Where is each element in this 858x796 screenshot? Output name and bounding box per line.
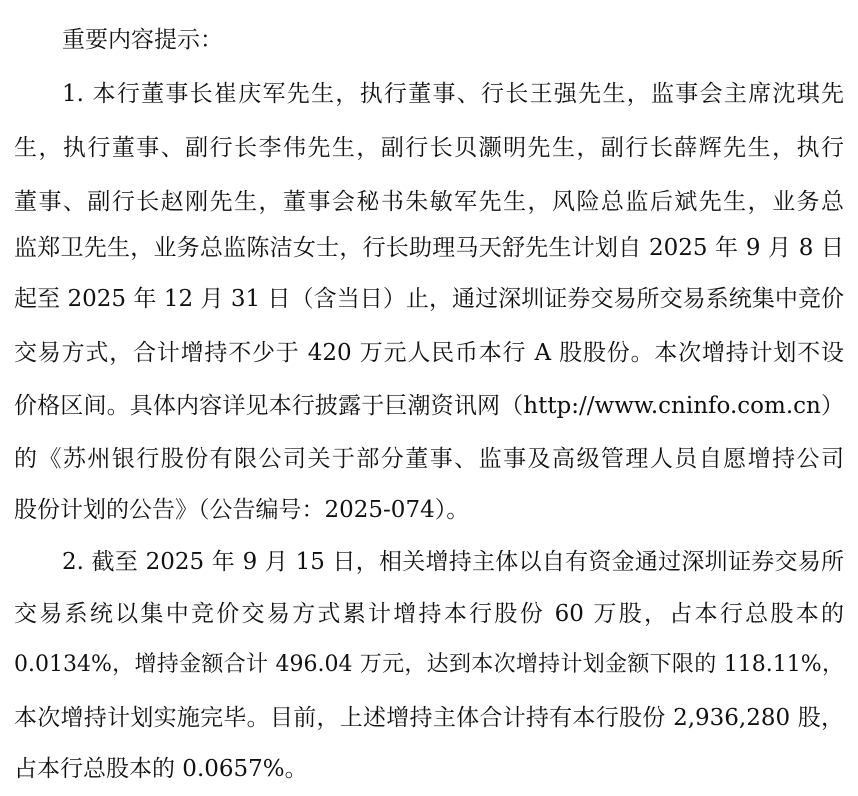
paragraph-line: 交易方式，合计增持不少于 420 万元人民币本行 A 股股份。本次增持计划不设: [14, 340, 844, 366]
paragraph-line: 交易系统以集中竞价交易方式累计增持本行股份 60 万股，占本行总股本的: [14, 601, 844, 627]
section-heading: 重要内容提示：: [62, 27, 223, 53]
paragraph-line: 起至 2025 年 12 月 31 日（含当日）止，通过深圳证券交易所交易系统集中竞价: [14, 286, 844, 312]
paragraph-line: 1. 本行董事长崔庆军先生，执行董事、行长王强先生，监事会主席沈琪先: [62, 81, 844, 107]
paragraph-line: 生，执行董事、副行长李伟先生，副行长贝灏明先生，副行长薛辉先生，执行: [14, 135, 844, 161]
paragraph-line: 价格区间。具体内容详见本行披露于巨潮资讯网（http://www.cninfo.com.cn）: [14, 393, 844, 419]
paragraph-line: 本次增持计划实施完毕。目前，上述增持主体合计持有本行股份 2,936,280 股，: [14, 705, 844, 731]
paragraph-line: 0.0134%，增持金额合计 496.04 万元，达到本次增持计划金额下限的 118.11%，: [14, 652, 844, 677]
paragraph-line: 监郑卫先生，业务总监陈洁女士，行长助理马天舒先生计划自 2025 年 9 月 8 日: [14, 235, 844, 261]
paragraph-line: 董事、副行长赵刚先生，董事会秘书朱敏军先生，风险总监后斌先生，业务总: [14, 189, 844, 215]
paragraph-line: 的《苏州银行股份有限公司关于部分董事、监事及高级管理人员自愿增持公司: [14, 446, 844, 472]
paragraph-line: 2. 截至 2025 年 9 月 15 日，相关增持主体以自有资金通过深圳证券交易所: [62, 549, 844, 575]
paragraph-line: 股份计划的公告》（公告编号：2025-074）。: [14, 497, 470, 523]
paragraph-line: 占本行总股本的 0.0657%。: [14, 756, 308, 782]
